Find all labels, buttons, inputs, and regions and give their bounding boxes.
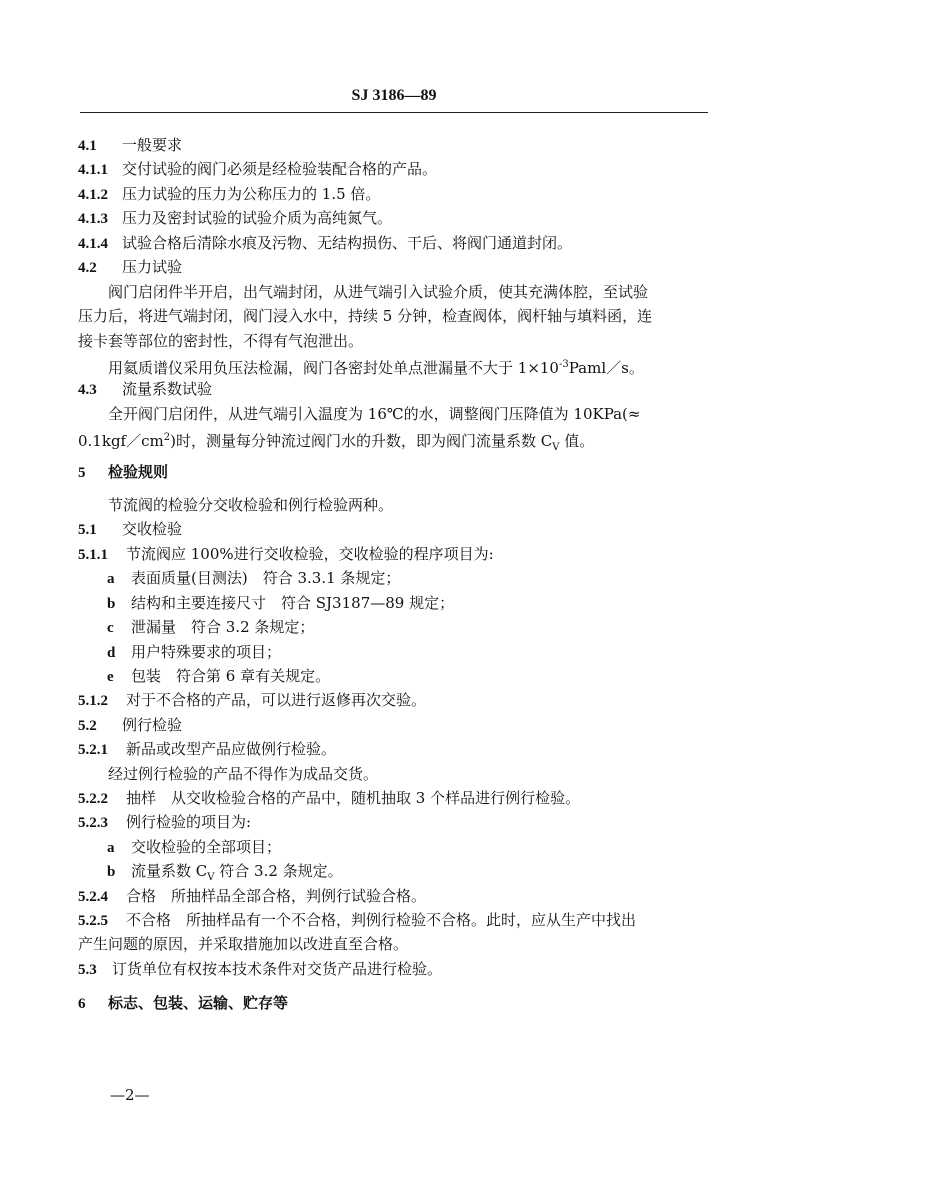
section-6-title: 6 标志、包装、运输、贮存等 (78, 994, 289, 1012)
clause-5-2-4: 5.2.4 合格 所抽样品全部合格，判例行试验合格。 (78, 887, 427, 905)
clause-5-1-2: 5.1.2 对于不合格的产品，可以进行返修再次交验。 (78, 691, 427, 709)
paragraph-line: 阀门启闭件半开启，出气端封闭，从进气端引入试验介质，使其充满体腔，至试验 (108, 283, 649, 301)
list-item: c 泄漏量 符合 3.2 条规定； (107, 618, 315, 636)
clause-5-2-2: 5.2.2 抽样 从交收检验合格的产品中，随机抽取 3 个样品进行例行检验。 (78, 789, 581, 807)
clause-5-2-3: 5.2.3 例行检验的项目为: (78, 813, 252, 831)
section-5-title: 5 检验规则 (78, 463, 169, 481)
clause-4-1-2: 4.1.2 压力试验的压力为公称压力的 1.5 倍。 (78, 185, 381, 203)
header-rule (80, 112, 708, 113)
clause-5-2-1: 5.2.1 新品或改型产品应做例行检验。 (78, 740, 337, 758)
paragraph-line: $0.1kgf/cm^2$)时，测量每分钟流过阀门水的升数，即为阀门流量系数 $C_V$ 值。 (78, 432, 595, 453)
list-item: b 结构和主要连接尺寸 符合 SJ3187—89 规定； (107, 594, 455, 612)
clause-4-2: 4.2 压力试验 (78, 258, 183, 276)
list-item: a 表面质量(目测法) 符合 3.3.1 条规定； (107, 569, 401, 587)
paragraph-line: 经过例行检验的产品不得作为成品交货。 (108, 765, 379, 783)
list-item: b 流量系数 $C_V$ 符合 3.2 条规定。 (107, 862, 343, 883)
paragraph-line: 用氦质谱仪采用负压法检漏，阀门各密封处单点泄漏量不大于 $1\times 10^{-3}Paml/s$。 (108, 359, 644, 377)
list-item: e 包装 符合第 6 章有关规定。 (107, 667, 331, 685)
paragraph-line: 压力后，将进气端封闭，阀门浸入水中，持续 5 分钟，检查阀体，阀杆轴与填料函，连 (78, 307, 653, 325)
document-code: SJ 3186—89 (351, 87, 437, 104)
paragraph-line: 产生问题的原因，并采取措施加以改进直至合格。 (78, 935, 409, 953)
clause-4-1-1: 4.1.1 交付试验的阀门必须是经检验装配合格的产品。 (78, 160, 438, 178)
paragraph-line: 节流阀的检验分交收检验和例行检验两种。 (108, 496, 394, 514)
clause-5-2: 5.2 例行检验 (78, 716, 183, 734)
list-item: a 交收检验的全部项目； (107, 838, 282, 856)
clause-4-1-4: 4.1.4 试验合格后清除水痕及污物、无结构损伤、干后、将阀门通道封闭。 (78, 234, 573, 252)
clause-5-2-5: 5.2.5 不合格 所抽样品有一个不合格，判例行检验不合格。此时，应从生产中找出 (78, 911, 637, 929)
page-number: —2— (110, 1086, 150, 1104)
clause-4-1: 4.1 一般要求 (78, 136, 183, 154)
clause-4-3: 4.3 流量系数试验 (78, 380, 213, 398)
clause-5-1-1: 5.1.1 节流阀应 100%进行交收检验，交收检验的程序项目为: (78, 545, 494, 563)
clause-5-1: 5.1 交收检验 (78, 520, 183, 538)
paragraph-line: 接卡套等部位的密封性，不得有气泡泄出。 (78, 332, 364, 350)
list-item: d 用户特殊要求的项目； (107, 643, 282, 661)
clause-4-1-3: 4.1.3 压力及密封试验的试验介质为高纯氮气。 (78, 209, 393, 227)
clause-5-3: 5.3 订货单位有权按本技术条件对交货产品进行检验。 (78, 960, 443, 978)
paragraph-line: 全开阀门启闭件，从进气端引入温度为 16℃的水，调整阀门压降值为 10KPa(≈ (108, 405, 641, 423)
